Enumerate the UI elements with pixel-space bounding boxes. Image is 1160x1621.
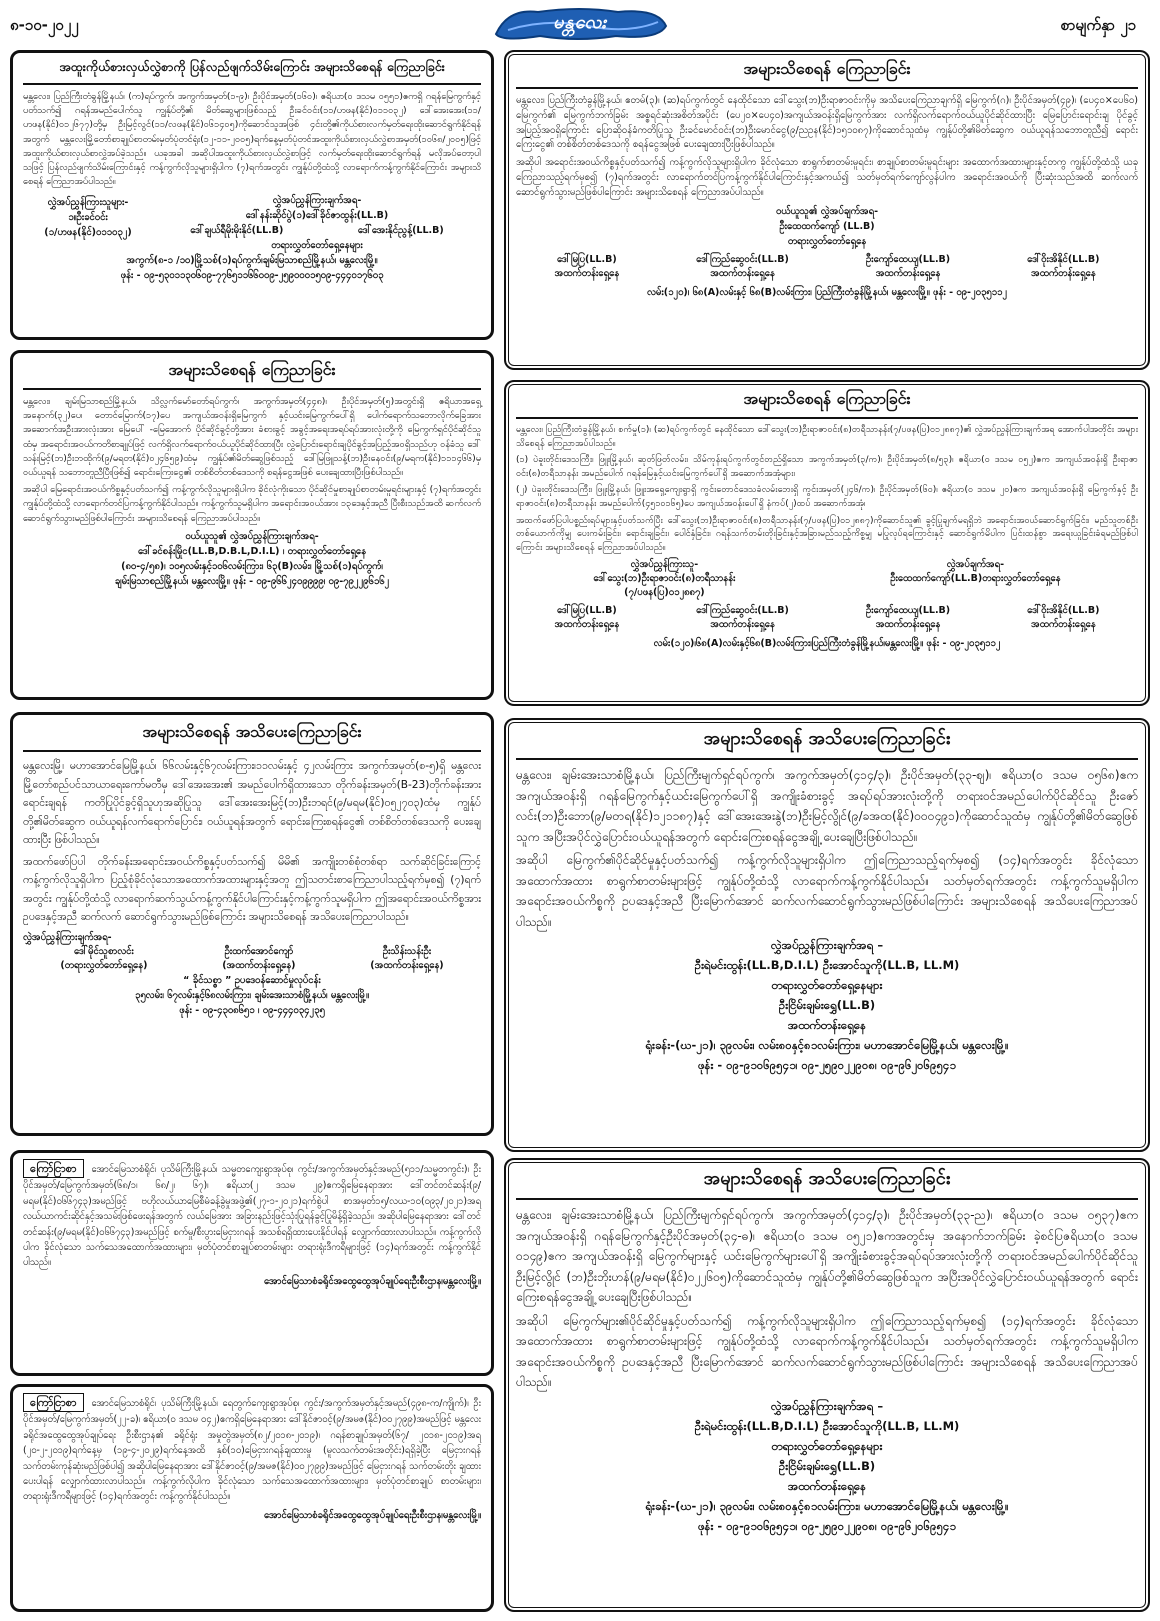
grantor-id: (၁/ဟဖန(နိုင်)၀၁၁၀၃၂) <box>44 227 132 239</box>
lawyer-role: တရားလွှတ်တော်ရှေ့နေများ <box>271 240 363 252</box>
lawyer-name: ဦးထက်အောင်ကျော် <box>224 945 294 957</box>
lawyer-row <box>516 604 1138 632</box>
address-phone: ချမ်းမြသာစည်မြို့နယ်၊ မန္တလေးမြို့။ ဖုန်း - ၀၉-၉၆၆၂၄၀၉၉၉၉၊ ၀၉-၇၉၂၂၉၆၁၆၂ <box>114 575 390 587</box>
notice-title: အများသိစေရန် အသိပေးကြေညာခြင်း <box>23 721 481 752</box>
lawyer-label: လွှဲအပ်ညွှန်ကြားချက်အရ- <box>23 931 112 943</box>
notice-title: အများသိစေရန် အသိပေးကြေညာခြင်း <box>516 726 1138 760</box>
notice-body: အဆိုပါ အရောင်းအဝယ်ကိစ္စနှင့်ပတ်သက်၍ ကန့်ကွက်လိုသူများရှိပါက ခိုင်လုံသော စာရွက်စာတမ်းမူရင်း၊ စာချုပ်စာတမ်းမူရင်းများ အထောက်အထားများနှင့်တကွ ကျွန်ုပ်တို့ထံသို့ ယခုကြေညာသည့်ရက်မှစ၍ (၇)ရက်အတွင်း လာရောက်တင်ပြကန့်ကွက်နိုင်ပါကြောင်းနှင့်အကယ်၍ သတ်မှတ်ရက်ကျော်လွန်ပါက အရောင်းအဝယ်ကို ပြီးဆုံးသည်အထိ ဆက်လက်ဆောင်ရွက်သွားမည်ဖြစ်ပါကြောင်း အများသိစေရန် ကြေညာအပ်ပါသည်။ <box>516 157 1138 198</box>
ad-tag: ကြော်ငြာစာ <box>23 1393 84 1412</box>
lawyer-name: ဒေါ်ချယ်ရီမိုးမိုးနိုင်(LL.B) <box>190 225 284 237</box>
notice-title: အများသိစေရန် ကြေညာခြင်း <box>516 58 1138 89</box>
notice-apartment-sale <box>10 712 494 1136</box>
lawyer-role: တရားလွှတ်တော်ရှေ့နေများ <box>771 978 883 992</box>
lawyer-role: တရားလွှတ်တော်ရှေ့နေများ <box>771 1438 883 1453</box>
issuer: အောင်မြေသာစံခရိုင်အထွေထွေအုပ်ချုပ်ရေးဦးစီးဌာန၊မန္တလေးမြို့။ <box>264 1509 481 1521</box>
lawyer-role: အထက်တန်းရှေ့နေ <box>710 267 775 279</box>
lawyer-row <box>516 253 1138 281</box>
notice-body: မန္တလေး၊ ပြည်ကြီးတံခွန်မြို့နယ်၊ (က)ရပ်ကွက်၊ အကွက်အမှတ်(၁-၉)၊ ဦးပိုင်အမှတ်(၁၆၀)၊ ဧရိယာ(၀ ဒသမ ၀၅၅၁)ဧကရှိ ဂရန်မြေကွက်နှင့်ပတ်သက်၍ ဂရန်အမည်ပေါက်သူ ကျွန်ုပ်တို့၏ မိတ်ဆွေများဖြစ်သည့် ဦးခင်ဝင်း(၁၁/ဟဖန(နိုင်)၀၁၁၀၃၂) ဒေါ်အေးအေး(၁၁/ဟဖန(နိုင်)၀၁၂၆၇၇)တို့မှ ဦးမြင့်လွင်(၁၁/လဖန(နိုင်)၀၆၁၄၀၅)ကိုဆောင်သူအဖြစ် ၄င်းတို့၏ကိုယ်စားလက်မှတ်ရေးထိုးဆောင်ရွက်နိုင်ရန်အတွက် မန္တလေးမြို့တော်စာချုပ်စာတမ်းမှတ်ပုံတင်ရုံး(၁၂-၁၁-၂၀၀၅)ရက်နေ့မှတ်ပုံတင်အထူးကိုယ်စားလှယ်လွှဲစာအမှတ်(၁၀၆၈/၂၀၀၅)ဖြင့် အထူးကိုယ်စားလှယ်စာလွှဲအပ်ခဲ့သည်။ ယခုအခါ အဆိုပါအထူးကိုယ်စားလှယ်လွှဲစာဖြင့် လက်မှတ်ရေးထိုးဆောင်ရွက်ရန် မလိုအပ်တော့ပါသဖြင့် ပြန်လည်ဖျက်သိမ်းကြောင်းနှင့် ကန့်ကွက်လိုသူများရှိပါက (၇)ရက်အတွင်း ကျွန်ုပ်တို့ထံသို့ လာရောက်ကန့်ကွက်နိုင်ကြောင်း အများသိစေရန် ကြေညာအပ်ပါသည်။ <box>23 91 481 188</box>
lawyer-name: ဦးငြိမ်းချမ်းရွှေ(LL.B) <box>778 1458 876 1473</box>
notice-title: အများသိစေရန် ကြေညာခြင်း <box>23 359 481 390</box>
lawyer-role: တရားလွှတ်တော်ရှေ့နေ <box>787 235 867 247</box>
notice-land-lease-2 <box>10 1384 494 1612</box>
notice-body: အထက်ဖော်ပြပါပစ္စည်းရပ်များနှင့်ပတ်သက်ပြီး ဒေါ်သွေး(ဘ)ဦးရာဇာဝင်း(၈)တရီသာနန်း(၇/ပဖန(ပြ)၀၁၂၈၈၇)ကိုဆောင်သူ၏ ခွင့်ပြုချက်မရရှိဘဲ အရောင်းအဝယ်ဆောင်ရွက်ခြင်း၊ မည်သူတစ်ဦးတစ်ယောက်ကိုမျှ ပေးကမ်းခြင်း၊ ရောင်းချခြင်း၊ ပေါင်နှံခြင်း၊ ဂရန်သက်တမ်းတိုးခြင်းနှင့်အခြားမည်သည့်ကိစ္စမျှ မပြုလုပ်ရကြောင်းနှင့် ဆောင်ရွက်မိပါက ပြင်းထန်စွာ အရေးယူခြင်းခံရမည်ဖြစ်ပါကြောင်း အများသိစေရန် ကြေညာအပ်ပါသည်။ <box>516 515 1138 553</box>
notice-sale-plot <box>504 50 1150 370</box>
lawyer-block <box>516 1396 1138 1496</box>
lawyer-label: ဝယ်ယူသူ၏ လွှဲအပ်ချက်အရ- <box>775 205 879 217</box>
lawyer-name: ဒေါ်ကြည်ဆွေဝင်း(LL.B) <box>696 253 789 265</box>
lawyer-name: ဒေါ်မြပြ(LL.B) <box>556 605 617 617</box>
grantor-name: ဒေါ်သွေး(ဘ)ဦးရာဇာဝင်း(၈)တရီသာနန်း <box>593 573 736 585</box>
lawyer-block <box>516 204 1138 249</box>
notice-body: အောင်မြေသာစံရိုင်၊ ပုသိမ်ကြီးမြို့နယ်၊ ရေတွက်ကျေးရွာအုပ်စု၊ ကွင်း/အကွက်အမှတ်နှင့်အမည်(၄၉၈-က/ကျိုက်)၊ ဦးပိုင်အမှတ်/မြေကွက်အမှတ်(၂၂-ခ)၊ ဧရိယာ(၀ ဒသမ ၀၄၂)ဧကရှိမြေနေရာအား ဒေါ်နိုင်ဇာဝင့်(၉/အမဇ(နိုင်)၀၀၂၇၉၉)အမည်ဖြင့် မန္တလေးခရိုင်အထွေထွေအုပ်ချုပ်ရေး ဦးစီးဌာန၏ ခရိုင်ရုံး အမှုတွဲအမှတ်(၈၂/၂၀၁၈-၂၀၁၉)၊ ဂရန်စာချုပ်အမှတ်(၆၇/ ၂၀၁၈-၂၀၁၉)အရ (၂၀-၂-၂၀၁၉)ရက်နေ့မှ (၁၉-၄-၂၀၂၉)ရက်နေ့အထိ နှစ်(၁၀)မြေငှားဂရန်ချထားမှု (မူလသက်တမ်းအတိုင်း)ရရှိခဲ့ပြီး မြေငှားဂရန်သက်တမ်းကုန်ဆုံးမည်ဖြစ်ပါ၍ အဆိုပါမြေနေရာအား ဒေါ်နိုင်ဇာဝင့်(၉/အမဇ(နိုင်)၀၀၂၇၉၉)အမည်ဖြင့် မြေငှားဂရန် သက်တမ်းတိုး ချထားပေးပါရန် လျှောက်ထားလာပါသည်။ ကန့်ကွက်လိုပါက ခိုင်လုံသော သက်သေအထောက်အထားများ၊ မှတ်ပုံတင်စာချုပ် စာတမ်းများ၊ တရားရုံးဒီကရီများဖြင့် (၁၄)ရက်အတွင်း ကန့်ကွက်နိုင်ပါသည်။ <box>23 1398 481 1503</box>
lawyer-names: ဒေါ်နန်းဆိုင်ပွဲ(၁)ဒေါ်ခိုင်ဇာထွန်း(LL.B) <box>245 210 389 222</box>
address: ရုံးခန်း-(ဃ-၂၁)၊ ၃၉လမ်း၊ လမ်း၈၀နှင့်၈၁လမ်းကြား၊ မဟာအောင်မြေမြို့နယ်၊ မန္တလေးမြို့။ <box>645 1038 1009 1052</box>
lawyer-block <box>516 935 1138 1035</box>
notice-plot-sale-2 <box>504 1158 1150 1612</box>
lawyer-role: အထက်တန်းရှေ့နေ <box>787 1018 867 1032</box>
notice-body: (၁) ပဲခူးတိုင်းဒေသကြီး၊ ဖြူးမြို့နယ်၊ ဆုတ်ဖြတ်လမ်း၊ သိမ်ကုန်းရပ်ကွက်တွင်တည်ရှိသော အကွက်အမှတ်(၃/က)၊ ဦးပိုင်အမှတ်(၈/၅၃)၊ ဧရိယာ(၀ ဒသမ ၀၅၂)ဧက အကျယ်အဝန်းရှိ ဦးရာဇာဝင်း(၈)တရီသာနန်း အမည်ပေါက် ဂရန်မြေနှင့်ယင်းမြေကွက်ပေါ်ရှိ အဆောက်အအုံများ၊ <box>516 455 1138 479</box>
notice-body: အဆိုပါ မြေရောင်းအဝယ်ကိစ္စနှင့်ပတ်သက်၍ ကန့်ကွက်လိုသူများရှိပါက ခိုင်လုံကိုးသော ပိုင်ဆိုင်မှုစာချုပ်စာတမ်းမူရင်းများနှင့် (၇)ရက်အတွင်း ကျွန်ုပ်တို့ထံသို့ လာရောက်တင်ပြကန့်ကွက်နိုင်ပါသည်။ ကန့်ကွက်သူမရှိပါက အရောင်းအဝယ်အား ၁၃ဒေနှင့်အညီ ပြီးစီးသည်အထိ ဆက်လက်ဆောင်ရွက်သွားမည်ဖြစ်ပါကြောင်း အများသိစေရန် ကြေညာအပ်ပါသည်။ <box>23 484 481 524</box>
lawyer-role: အထက်တန်းရှေ့နေ <box>787 1478 867 1493</box>
address: ရုံးခန်း-(ဃ-၂၁)၊ ၃၉လမ်း၊ လမ်း၈၀နှင့်၈၁လမ်းကြား၊ မဟာအောင်မြေမြို့နယ်၊ မန္တလေးမြို့။ <box>645 1498 1009 1513</box>
lawyer-name: ဦးသိန်းသန်းဦး <box>382 945 432 957</box>
issuer: အောင်မြေသာစံခရိုင်အထွေထွေအုပ်ချုပ်ရေးဦးစီးဌာန၊မန္တလေးမြို့။ <box>264 1275 481 1287</box>
page-number: စာမျက်နှာ ၂၁ <box>1060 16 1136 34</box>
phone: ဖုန်း - ၀၉-၉၁၀၆၉၅၄၁၊ ၀၉-၂၅၉၀၂၂၉၀၈၊ ၀၉-၉၆၂၀၆၉၅၄၁ <box>697 1058 956 1072</box>
notice-body: အထက်ဖော်ပြပါ တိုက်ခန်းအရောင်းအဝယ်ကိစ္စနှင့်ပတ်သက်၍ မိမိ၏ အကျိုးတစ်စုံတစ်ရာ သက်ဆိုင်ခြင်းကြောင့် ကန့်ကွက်လိုသူရှိပါက ပြည့်စုံခိုင်လုံသောအထောက်အထားများနှင့်အတူ ဤသတင်းစာကြေညာပါသည့်ရက်မှစ၍ (၇)ရက်အတွင်း ကျွန်ုပ်တို့ထံသို့ လာရောက်ဆက်သွယ်ကန့်ကွက်နိုင်ပါကြောင်းနှင့်ကန့်ကွက်သူမရှိပါက ဤအရောင်းအဝယ်ကိစ္စအား ဥပဒေနှင့်အညီ ဆက်လက် ဆောင်ရွက်သွားမည်ဖြစ်ကြောင်း အများသိစေရန် အသိပေးကြေညာပါသည်။ <box>23 855 481 923</box>
address: လမ်း(၁၂၀)၊၆၈(A)လမ်းနှင့်၆၈(B)လမ်းကြား၊ပြည်ကြီးတံခွန်မြို့နယ်၊မန္တလေးမြို့။ ဖုန်း - ၀၉-၂၀၃၅၁၁၂ <box>653 638 1001 650</box>
notice-body: (၂) ပဲခူးတိုင်းဒေသကြီး၊ ဖြူးမြို့နယ်၊ ဖြူးအရှေ့ကျေးရွာရှိ ကွင်းတောင်ဒေသခံလမ်းဘေးရှိ ကွင်းအမှတ်(၂၄၆/က)၊ ဦးပိုင်အမှတ်(၆၀)၊ ဧရိယာ(၀ ဒသမ ၂၀)ဧက အကျယ်အဝန်းရှိ မြေကွက်နှင့် ဦးရာဇာဝင်း(၈)တရီသာနန်း အမည်ပေါက်(၄၅၁၀၁၆၅)ပေ အကျယ်အဝန်းပေါ်ရှိ နံကပ်(၂)ထပ် အဆောက်အအုံ၊ <box>516 485 1138 509</box>
notice-property-warning <box>504 380 1150 706</box>
grantor-block <box>23 195 153 253</box>
grantor-id: (၇/ပဖန(ပြ)၀၁၂၈၈၇) <box>624 587 705 599</box>
lawyer-name: ဒေါ်ဝိုးအိနိုင်(LL.B) <box>1027 253 1100 265</box>
lawyer-block <box>153 193 481 253</box>
lawyer-name: ဦးထေထက်ကျော် (LL.B) <box>779 220 875 232</box>
lawyer-name: ဒေါ်ဝိုးအိနိုင်(LL.B) <box>1027 605 1100 617</box>
lawyer-name: ဦးကျော်ထေယျ(LL.B) <box>865 253 951 265</box>
grantor-block <box>593 558 735 600</box>
notice-revoke-poa <box>10 50 494 340</box>
lawyer-role: အထက်တန်းရှေ့နေ <box>710 619 775 631</box>
notice-body: မန္တလေး၊ ပြည်ကြီးတံခွန်မြို့နယ်၊ ဧတမ်(၃)၊ (ဆ)ရပ်ကွက်တွင် နေထိုင်သော ဒေါ်သွေး(ဘ)ဦးရာဇာဝင်းကိုမှ အသိပေးကြေညာချက်ရှိ မြေကွက်(ဂ)၊ ဦးပိုင်အမှတ်(၄၉)၊ (ပေ၄၀×ပေ၆၀) မြေကွက်၏ မြေကွက်ဘက်ခြမ်း အစ္စရင်ဆုံးအစိတ်အပိုင်း (ပေ၂၀×ပေ၄၀)အကျယ်အဝန်းရှိမြေကွက်အား လက်ရှိလက်ရောက်ဝယ်ယူပိုင်ဆိုင်ထားပြီး မြေပြောင်းရောင်းချ ပိုင်ခွင့်အပြည့်အဝရှိကြောင်း ပြောဆိုဝန်ခံကတိပြုသူ ဦးခင်မောင်ဝင်း(ဘ)ဦးမောင်ငွေ(၉/ညဥန(နိုင်)၁၅၁၀၈၇)ကိုဆောင်သူထံမှ ကျွန်ုပ်တို့၏မိတ်ဆွေက ဝယ်ယူရန်သဘောတူညီ၍ ရောင်းကြေးငွေ၏ တစ်စိတ်တစ်ဒေသကို စရန်ငွေအဖြစ် ပေးချေထားပြီးဖြစ်ပါသည်။ <box>516 95 1138 151</box>
address: အကွက်(၈-၁ /၁၀)မြို့သစ်(၁)ရပ်ကွက်၊ချမ်းမြသာစည်မြို့နယ်၊ မန္တလေးမြို့။ <box>126 255 378 267</box>
lawyer-role: အထက်တန်းရှေ့နေ <box>554 267 620 279</box>
issue-date: ၈-၁၀-၂၀၂၂ <box>10 16 79 34</box>
lawyer-role: အထက်တန်းရှေ့နေ <box>875 619 941 631</box>
notice-land-lease-1 <box>10 1150 494 1376</box>
lawyer-label: ဝယ်ယူသူ၏ လွှဲအပ်ညွှန်ကြားချက်အရ- <box>185 530 319 542</box>
lawyer-role: (အထက်တန်းရှေ့နေ) <box>370 959 444 971</box>
lawyer-block <box>890 558 1060 600</box>
lawyer-role: အထက်တန်းရှေ့နေ <box>1030 619 1096 631</box>
masthead-logo <box>488 4 672 42</box>
lawyer-name: ဒေါ်အေးနိုင်ညွန့်(LL.B) <box>357 225 444 237</box>
address: (၈၀-၄/၅၈)၊ ၁၀၅လမ်းနှင့်၁၀၆လမ်းကြား၊ ၆၃(B)လမ်း၊ မြို့သစ်(၁)ရပ်ကွက်၊ <box>121 560 383 572</box>
notice-body: မန္တလေး၊ ချမ်းအေးသာစံမြို့နယ်၊ ပြည်ကြီးမျက်ရှင်ရပ်ကွက်၊ အကွက်အမှတ်(၄၁၄/၃)၊ ဦးပိုင်အမှတ်(၃၃-ည)၊ ဧရိယာ(၀ ဒသမ ၀၅၃၇)ဧကအကျယ်အဝန်းရှိ ဂရန်မြေကွက်နှင့်ဦးပိုင်အမှတ်(၃၄-ဓ)၊ ဧရိယာ(၀ ဒသမ ၀၅၂၁)ဧကအတွင်းမှ အနောက်ဘက်ခြမ်း ခဲ့စင်ပြဇရိယာ(၀ ဒသမ ၀၁၄၉)ဧက အကျယ်အဝန်းရှိ မြေကွက်များနှင့် ယင်းမြေကွက်များပေါ်ရှိ အကျိုးခံစားခွင့်အရပ်ရပ်အားလုံးတို့ကို တရားဝင်အမည်ပေါက်ပိုင်ဆိုင်သူ ဦးမြင့်လွိုင် (ဘ)ဦးဘိုးဟန်(၉/မရမ(နိုင်)၀၂၂၆၀၅)ကိုဆောင်သူထံမှ ကျွန်ုပ်တို့၏မိတ်ဆွေဖြစ်သူက အပြီးအပိုင်လွှဲပြောင်းဝယ်ယူရန်အတွက် ရောင်းကြေးစရန်ငွေအချို့ ပေးချေပြီးဖြစ်ပါသည်။ <box>516 1208 1138 1304</box>
grantor-label: လွှဲအပ်ညွှန်ကြားသူ- <box>630 559 699 571</box>
phone: ဖုန်း - ၀၉-၉၁၀၆၉၅၄၁၊ ၀၉-၂၅၉၀၂၂၉၀၈၊ ၀၉-၉၆၂၀၆၉၅၄၁ <box>697 1518 956 1533</box>
notice-body: မန္တလေး၊ ပြည်ကြီးတံခွန်မြို့နယ်၊ စက်မှု(၁)၊ (ဆ)ရပ်ကွက်တွင် နေထိုင်သော ဒေါ်သွေး(ဘ)ဦးရာဇာဝင်း(၈)တရီသာနန်း(၇/ပဖန(ပြ)၀၁၂၈၈၇)၏ လွှဲအပ်ညွှန်ကြားချက်အရ အောက်ပါအတိုင်း အများသိစေရန် ကြေညာအပ်ပါသည်။ <box>516 425 1138 449</box>
lawyer-name: ဦးရဲမင်းထွန်း(LL.B,D.I.L) ဦးအောင်သူကို(LL.B, LL.M) <box>694 958 960 972</box>
grantor-name: ၁။ဦးခင်ဝင်း <box>68 212 108 224</box>
grantor-label: လွှဲအပ်ညွှန်ကြားသူများ- <box>47 197 129 209</box>
notice-body: မန္တလေးမြို့၊ မဟာအောင်မြေမြို့နယ်၊ ၆၆လမ်းနှင့်၆၇လမ်းကြား၊၁၁လမ်းနှင့် ၄၂လမ်းကြား အကွက်အမှတ်(စ-၅)ရှိ မန္တလေးမြို့တော်စည်ပင်သာယာရေးကော်မတီမှ ဒေါ်အေးအေး၏ အမည်ပေါက်ရှိထားသော တိုက်ခန်းအမှတ်(B-23)တိုက်ခန်းအား ရောင်းချရန် ကတိပြုပိုင်ခွင့်ရှိသူဟုအဆိုပြုသူ ဒေါ်အေးအေးမြင့်(ဘ)ဦးဘရင်(၉/မရမ(နိုင်)၀၅၂၇၀၃)ထံမှ ကျွန်ုပ်တို့၏မိတ်ဆွေက ဝယ်ယူရန်လက်ရောက်ပြောင်း၊ ဝယ်ယူရန်အတွက် ရောင်းကြေးစရန်ငွေ၏ တစ်စိတ်တစ်ဒေသကို ပေးချေထားပြီး ဖြစ်ပါသည်။ <box>23 760 481 846</box>
lawyer-name: ဒေါ်မိုင်သူစာလင်း <box>74 945 134 957</box>
lawyer-role: အထက်တန်းရှေ့နေ <box>875 267 941 279</box>
notice-body: အောင်မြေသာစံရိုင်၊ ပုသိမ်ကြီးမြို့နယ်၊ သမ္မတကျေးရွာအုပ်စု၊ ကွင်း/အကွက်အမှတ်နှင့်အမည်(၅၁၁/သမ္မတကွင်း)၊ ဦးပိုင်အမှတ်/မြေကွက်အမှတ်(၆၈/၁၊ ၆၈/၂၊ ၆၇)၊ ဧရိယာ(၂ ဒသမ ၂၉)ဧကရှိမြေနေရာအား ဒေါ်တင်တင်ဆန်း(၉/မရမ(နိုင်)၀၆၆၇၄၃)အမည်ဖြင့် ဗဟိုလယ်ယာမြေစီမံခန့်ခွဲမှုအဖွဲ့၏(၂၇-၁-၂၀၂၁)ရက်စွဲပါ စာအမှတ်၁၅/လယ-၁၀(ဝ၉၃/၂၀၂၁)အရ လယ်ယာကင်းဆိုင်နှင့်အသမ်းဖြစ်ဖေးရန်အတွက် လယ်မြေအား အခြားနည်းဖြင့်သုံးပြုရန်ခွင့်ပြုမိန့်ရှိခဲ့သည်။ အဆိုပါမြေနေရာအား ဒေါ်တင်တင်ဆန်း(၉/မရမ(နိုင်)၀၆၆၇၄၃)အမည်ဖြင့် စက်မှု/စီးပွားမြေငှားဂရန် အသစ်ရရှိထားပေးနိုင်ပါရန် လျှောက်ထားလာပါသည်။ ကန့်ကွက်လိုပါက ခိုင်လုံသော သက်သေအထောက်အထားများ၊ မှတ်ပုံတင်စာချုပ်စာတမ်းများ တရားရုံးဒီကရီများဖြင့် (၁၄)ရက်အတွင်း ကန့်ကွက်နိုင်ပါသည်။ <box>23 1164 481 1269</box>
notice-plot-sale-1 <box>504 718 1150 1152</box>
phone: ဖုန်း - ၀၉-၄၃၀၈၆၅၁ ၊ ၀၉-၄၄၄၀၃၄၂၃၅ <box>179 1004 325 1016</box>
lawyer-name: ဒေါ်ခင်စန်းမြိုင(LL.B,D.B.L,D.I.L) ၊ တရားလွှတ်တော်ရှေ့နေ <box>137 545 367 557</box>
notice-sale-land <box>10 350 494 700</box>
lawyer-label: လွှဲအပ်ချက်အရ- <box>946 559 1005 571</box>
lawyer-name: ဦးကျော်ထေယျ(LL.B) <box>865 605 951 617</box>
lawyer-role: အထက်တန်းရှေ့နေ <box>554 619 620 631</box>
notice-body: အဆိုပါ မြေကွက်များ၏ပိုင်ဆိုင်မှုနှင့်ပတ်သက်၍ ကန့်ကွက်လိုသူများရှိပါက ဤကြေညာသည့်ရက်မှစ၍ (၁၄)ရက်အတွင်း ခိုင်လုံသောအထောက်အထား စာရွက်စာတမ်းများဖြင့် ကျွန်ုပ်တို့ထံသို့ လာရောက်ကန့်ကွက်နိုင်ပါသည်။ သတ်မှတ်ရက်အတွင်း ကန့်ကွက်သူမရှိပါက အရောင်းအဝယ်ကိစ္စကို ဥပဒေနှင့်အညီ ပြီးမြောက်အောင် ဆက်လက်ဆောင်ရွက်သွားမည်ဖြစ်ပါကြောင်း အများသိစေရန် အသိပေးကြေညာအပ်ပါသည်။ <box>516 1313 1138 1389</box>
law-office: “ ခိုင်သစ္စာ ” ဥပဒေဝန်ဆောင်မှုလုပ်ငန်း <box>183 974 321 986</box>
notice-title: အများသိစေရန် ကြေညာခြင်း <box>516 388 1138 419</box>
phone: ဖုန်း - ၀၉-၅၃၀၁၁၃၀၆၀၉-၇၇၆၅၁၁၆၆၀၀၉-၂၅၉၀၀၀၁၅၀၉-၄၄၄၀၁၇၆၀၃ <box>120 270 384 282</box>
lawyer-role: အထက်တန်းရှေ့နေ <box>1030 267 1096 279</box>
page-header <box>0 0 1160 50</box>
lawyer-label: လွှဲအပ်ညွှန်ကြားချက်အရ – <box>770 938 884 952</box>
lawyer-role: (တရားလွှတ်တော်ရှေ့နေ) <box>60 959 148 971</box>
lawyer-name: ဒေါ်ကြည်ဆွေဝင်း(LL.B) <box>696 605 789 617</box>
lawyer-name: ဦးထေထက်ကျော်(LL.B)တရားလွှတ်တော်ရှေ့နေ <box>890 573 1061 585</box>
lawyer-row <box>23 945 481 973</box>
lawyer-name: ဒေါ်မြပြ(LL.B) <box>556 253 617 265</box>
masthead-title: မန္တလေး <box>553 12 607 33</box>
lawyer-name: ဦးငြိမ်းချမ်းရွှေ(LL.B) <box>778 998 876 1012</box>
ad-tag: ကြော်ငြာစာ <box>23 1159 84 1178</box>
address: ၃၅လမ်း၊ ၆၇လမ်းနှင့်၆၈လမ်းကြား၊ ချမ်းအေးသာစံမြို့နယ်၊ မန္တလေးမြို့။ <box>134 989 370 1001</box>
lawyer-name: ဦးရဲမင်းထွန်း(LL.B,D.I.L) ဦးအောင်သူကို(LL.B, LL.M) <box>694 1418 960 1433</box>
notice-body: မန္တလေး၊ ချမ်းမြသာစည်မြို့နယ်၊ သိလ္လက်မော်တော်ရပ်ကွက်၊ အကွက်အမှတ်(၄၄၈)၊ ဦးပိုင်အမှတ်(၅)အတွင်းရှိ ဧရိယာအရှေ့အနောက်(၃၂)ပေ၊ တောင်မြောက်(၁၇)ပေ အကျယ်အဝန်းရှိမြေကွက် နှင့်ယင်းမြေကွက်ပေါ်ရှိ ပေါက်ရောက်သဘောလိုက်ခြေအားအဆောက်အဦးအားလုံးအား မြေပေါ် -မြေအောက် ပိုင်ဆိုင်ခွင့်တို့အား ခံစားခွင့် အခွင့်အရေးအရပ်ရပ်အားလုံးတို့ကို မြေကွက်ရှင်ပိုင်ဆိုင်သူထံမှ အရောင်းအဝယ်ကတိစာချုပ်ဖြင့် လက်ရှိလက်ရောက်ဝယ်ယူပိုင်ဆိုင်ထားပြီး လွှဲပြောင်းရောင်းချပိုင်ခွင့်အပြည့်အဝရှိသည်ဟု ဝန်ခံသူ ဒေါ်သန်းမြင့်(ဘ)ဦးဘထိုက်(၉/မရတ(နိုင်)၀၂၄၆၅၉)ထံမှ ကျွန်ုပ်၏မိတ်ဆွေဖြစ်သည့် ဒေါ်မြဖြူသန့်(ဘ)ဦးနေဝင်း(၉/မရက(နိုင်)၁၁၁၄၆၆)မှ ဝယ်ယူရန် သဘောတူညီပြီးဖြစ်၍ ရောင်းကြေးငွေ၏ တစ်စိတ်တစ်ဒေသကို စရန်ငွေအဖြစ် ပေးချေထားပြီးဖြစ်ပါသည်။ <box>23 396 481 479</box>
notice-body: မန္တလေး၊ ချမ်းအေးသာစံမြို့နယ်၊ ပြည်ကြီးမျက်ရှင်ရပ်ကွက်၊ အကွက်အမှတ်(၄၁၄/၃)၊ ဦးပိုင်အမှတ်(၃၃-ဈ)၊ ဧရိယာ(၀ ဒသမ ၀၅၆၈)ဧက အကျယ်အဝန်းရှိ ဂရန်မြေကွက်နှင့်ယင်းမြေကွက်ပေါ်ရှိ အကျိုးခံစားခွင့် အရပ်ရပ်အားလုံးတို့ကို တရားဝင်အမည်ပေါက်ပိုင်ဆိုင်သူ ဦးဇော်လင်း(ဘ)ဦးဘော(၉/မတရ(နိုင်)၁၂၁၁၈၇)နှင့် ဒေါ်အေးအေးနွဲ(ဘ)ဦးမြင့်လွိုင်(၉/ခအထ(နိုင်)၀၀၀၄၉၁)ကိုဆောင်သူထံမှ ကျွန်ုပ်တို့၏မိတ်ဆွေဖြစ်သူက အပြီးအပိုင်လွှဲပြောင်းဝယ်ယူရန်အတွက် ရောင်းကြေးစရန်ငွေအချို့ ပေးချေပြီးဖြစ်ပါသည်။ <box>516 768 1138 844</box>
notice-title: အထူးကိုယ်စားလှယ်လွှဲစာကို ပြန်လည်ဖျက်သိမ်းကြောင်း အများသိစေရန် ကြေညာခြင်း <box>23 59 481 85</box>
lawyer-block <box>23 529 481 559</box>
address: လမ်း(၁၂၀)၊ ၆၈(A)လမ်းနှင့် ၆၈(B)လမ်းကြား၊ ပြည်ကြီးတံခွန်မြို့နယ်၊ မန္တလေးမြို့။ ဖုန်း - ၀၉-၂၀၃၅၁၁၂ <box>646 286 1008 298</box>
lawyer-label: လွှဲအပ်ညွှန်ကြားချက်အရ – <box>770 1398 884 1413</box>
lawyer-role: (အထက်တန်းရှေ့နေ) <box>222 959 296 971</box>
notice-body: အဆိုပါ မြေကွက်၏ပိုင်ဆိုင်မှုနှင့်ပတ်သက်၍ ကန့်ကွက်လိုသူများရှိပါက ဤကြေညာသည့်ရက်မှစ၍ (၁၄)ရက်အတွင်း ခိုင်လုံသောအထောက်အထား စာရွက်စာတမ်းများဖြင့် ကျွန်ုပ်တို့ထံသို့ လာရောက်ကန့်ကွက်နိုင်ပါသည်။ သတ်မှတ်ရက်အတွင်း ကန့်ကွက်သူမရှိပါက အရောင်းအဝယ်ကိစ္စကို ဥပဒေနှင့်အညီ ပြီးမြောက်အောင် ဆက်လက်ဆောင်ရွက်သွားမည်ဖြစ်ပါကြောင်း အများသိစေရန် အသိပေးကြေညာအပ်ပါသည်။ <box>516 853 1138 929</box>
lawyer-label: လွှဲအပ်ညွှန်ကြားချက်အရ- <box>272 195 362 207</box>
notice-title: အများသိစေရန် အသိပေးကြေညာခြင်း <box>516 1166 1138 1200</box>
